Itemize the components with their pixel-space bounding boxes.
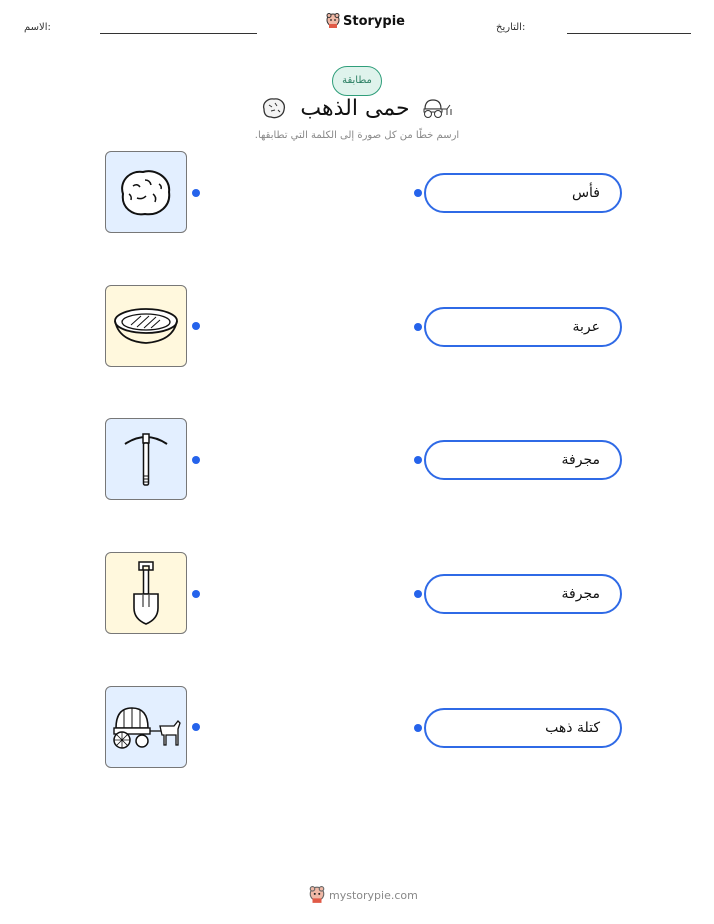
picture-connector-dot[interactable] bbox=[192, 456, 200, 464]
footer bbox=[309, 886, 418, 904]
instructions: ارسم خطًا من كل صورة إلى الكلمة التي تطابقها. bbox=[254, 130, 460, 141]
word-box bbox=[424, 708, 622, 748]
name-line[interactable] bbox=[100, 33, 257, 34]
page-title: حمى الذهب bbox=[300, 95, 410, 121]
word-box bbox=[424, 440, 622, 480]
pickaxe-icon bbox=[122, 428, 170, 490]
gold-pan-icon bbox=[111, 303, 181, 349]
word-label: عربة bbox=[572, 319, 600, 335]
word-connector-dot[interactable] bbox=[414, 323, 422, 331]
word-connector-dot[interactable] bbox=[414, 590, 422, 598]
picture-connector-dot[interactable] bbox=[192, 590, 200, 598]
word-label: مجرفة bbox=[561, 586, 600, 602]
shovel-icon bbox=[129, 559, 163, 627]
picture-card bbox=[105, 418, 187, 500]
storypie-mascot-icon bbox=[326, 13, 340, 29]
storypie-mascot-icon bbox=[309, 886, 325, 904]
date-label: التاريخ: bbox=[496, 22, 526, 33]
footer-url[interactable]: mystorypie.com bbox=[329, 888, 418, 902]
word-box bbox=[424, 574, 622, 614]
brand-logo bbox=[326, 13, 405, 29]
word-connector-dot[interactable] bbox=[414, 724, 422, 732]
picture-connector-dot[interactable] bbox=[192, 723, 200, 731]
covered-wagon-icon bbox=[422, 97, 454, 119]
gold-nugget-icon bbox=[260, 95, 288, 121]
picture-card bbox=[105, 151, 187, 233]
picture-card bbox=[105, 285, 187, 367]
gold-nugget-icon bbox=[115, 164, 177, 220]
word-box bbox=[424, 173, 622, 213]
title-row bbox=[256, 92, 458, 124]
picture-card bbox=[105, 686, 187, 768]
word-label: كتلة ذهب bbox=[545, 720, 600, 736]
picture-connector-dot[interactable] bbox=[192, 189, 200, 197]
word-label: مجرفة bbox=[561, 452, 600, 468]
picture-connector-dot[interactable] bbox=[192, 322, 200, 330]
word-box bbox=[424, 307, 622, 347]
covered-wagon-icon bbox=[110, 702, 182, 752]
word-label: فأس bbox=[571, 185, 600, 201]
activity-badge: مطابقة bbox=[332, 66, 382, 96]
date-line[interactable] bbox=[567, 33, 691, 34]
name-label: الاسم: bbox=[24, 22, 51, 33]
word-connector-dot[interactable] bbox=[414, 456, 422, 464]
picture-card bbox=[105, 552, 187, 634]
brand-name: Storypie bbox=[343, 13, 405, 29]
word-connector-dot[interactable] bbox=[414, 189, 422, 197]
